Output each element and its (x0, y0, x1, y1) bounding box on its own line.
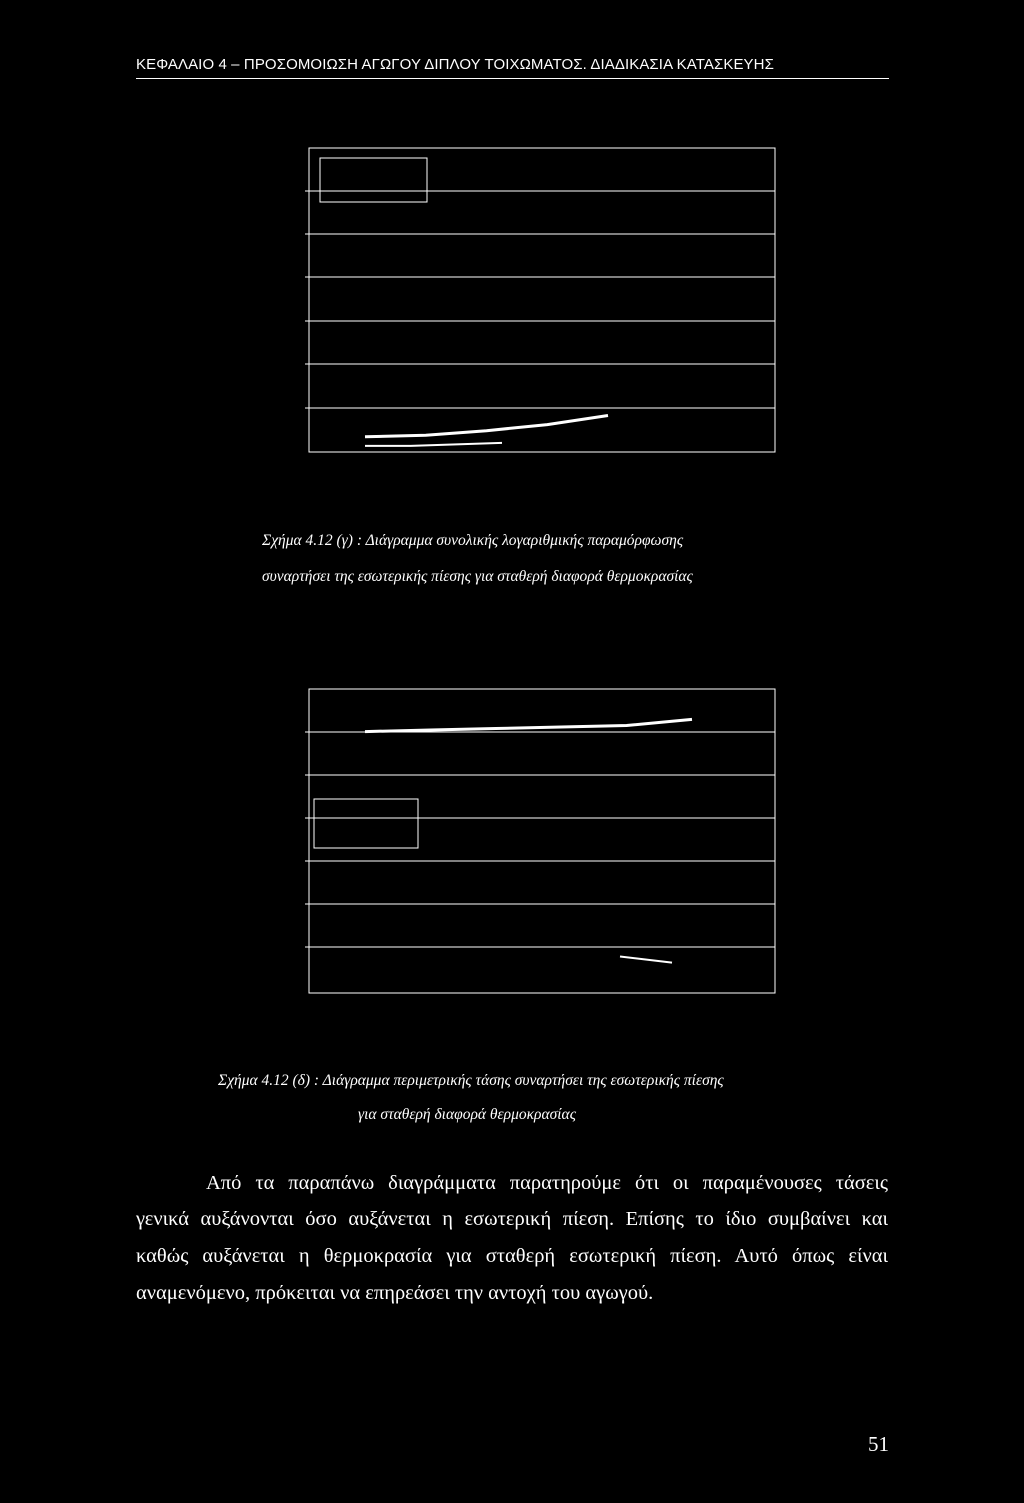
chart-1 (305, 148, 775, 452)
paragraph-line-3: καθώς αυξάνεται η θερμοκρασία για σταθερή εσωτερική πίεση. Αυτό όπως είναι (136, 1245, 888, 1267)
chapter-header: ΚΕΦΑΛΑΙΟ 4 – ΠΡΟΣΟΜΟΙΩΣΗ ΑΓΩΓΟΥ ΔΙΠΛΟΥ ΤΟΙΧΩΜΑΤΟΣ. ΔΙΑΔΙΚΑΣΙΑ ΚΑΤΑΣΚΕΥΗΣ (136, 56, 774, 73)
paragraph-line-4: αναμενόμενο, πρόκειται να επηρεάσει την αντοχή του αγωγού. (136, 1282, 654, 1304)
figure-2-caption-line-1: Σχήμα 4.12 (δ) : Διάγραμμα περιμετρικής τάσης συναρτήσει της εσωτερικής πίεσης (218, 1072, 724, 1089)
chart-2 (305, 689, 775, 993)
figure-1-caption-line-2: συναρτήσει της εσωτερικής πίεσης για σταθερή διαφορά θερμοκρασίας (262, 568, 693, 585)
series-line (365, 443, 502, 446)
figure-1-caption-line-1: Σχήμα 4.12 (γ) : Διάγραμμα συνολικής λογαριθμικής παραμόρφωσης (262, 532, 684, 549)
series-line (620, 957, 672, 963)
chart-1-gridlines (305, 191, 775, 408)
chart-1-series (365, 416, 608, 446)
series-line (365, 719, 692, 731)
page-number: 51 (868, 1432, 889, 1456)
chart-2-series (365, 719, 692, 962)
figure-2-caption-line-2: για σταθερή διαφορά θερμοκρασίας (358, 1106, 576, 1123)
chart-1-legend-box (320, 158, 427, 202)
series-line (365, 416, 608, 437)
chart-1-plot-area (309, 148, 775, 452)
paragraph-line-1: Από τα παραπάνω διαγράμματα παρατηρούμε ότι οι παραμένουσες τάσεις (206, 1172, 888, 1194)
chart-2-legend-box (314, 799, 418, 848)
chart-2-gridlines (305, 732, 775, 947)
paragraph-line-2: γενικά αυξάνονται όσο αυξάνεται η εσωτερική πίεση. Επίσης το ίδιο συμβαίνει και (136, 1208, 888, 1230)
